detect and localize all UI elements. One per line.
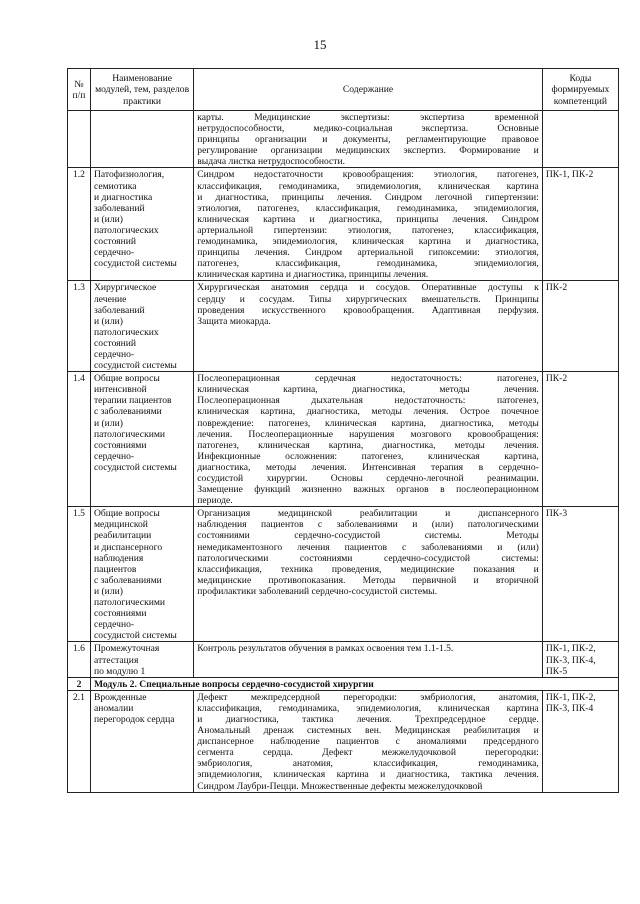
row-competency-codes: ПК-2 — [542, 372, 618, 507]
topic-name-line: Патофизиология, — [93, 169, 165, 181]
page-number: 15 — [313, 37, 327, 52]
row-number — [68, 111, 91, 168]
row-content — [194, 111, 543, 168]
row-topic-name — [90, 690, 193, 792]
row-competency-codes: ПК-1, ПК-2, ПК-3, ПК-4, ПК-5 — [542, 642, 618, 677]
content-line: и диагностика, принципы лечения. Синдром легочной гипертензии: — [197, 191, 539, 203]
topic-name-line: патологическими — [93, 597, 166, 609]
content-line: гемодинамика, эпидемиология, клиническая картина и диагностика, — [197, 236, 539, 248]
topic-name-line: терапии пациентов — [93, 395, 172, 407]
content-line: клиническая картина, диагностика, методы лечения. — [197, 384, 539, 396]
content-line: клиническая картина, диагностика, методы лечения. Острое почечное — [197, 406, 539, 418]
content-line: профилактики заболеваний сердечно-сосудистой системы. — [197, 585, 438, 597]
row-competency-codes: ПК-3 — [542, 507, 618, 642]
content-line: немедикаментозного лечения пациентов с заболеваниями и (или) — [197, 541, 539, 553]
topic-name-line: сердечно- — [93, 348, 135, 360]
row-topic-name — [90, 111, 193, 168]
row-number: 1.5 — [68, 507, 91, 642]
row-competency-codes — [542, 111, 618, 168]
topic-name-line: с заболеваниями — [93, 574, 162, 586]
row-number: 1.6 — [68, 642, 91, 677]
content-line: принципы организации и документы, регламентирующие правовое — [197, 134, 539, 146]
row-topic-name — [90, 642, 193, 677]
content-line: классификация, гемодинамика, эпидемиология, клиническая картина — [197, 702, 539, 714]
table-row — [68, 507, 619, 642]
topic-name-line: и (или) — [93, 213, 123, 225]
content-line: и диагностика, тактика лечения. Трехпредсердное сердце. — [197, 713, 539, 725]
content-line: сердцу и сосудам. Типы хирургических вмешательств. Принципы — [197, 293, 539, 305]
row-number: 2.1 — [68, 690, 91, 792]
topic-name-line: Общие вопросы — [93, 508, 160, 520]
content-line: проведения искусственного кровообращения. Адаптивная перфузия. — [197, 304, 539, 316]
topic-name-line: аномалии — [93, 702, 134, 714]
content-line: Аномальный дренаж системных вен. Медицинская реабилитация и — [197, 725, 539, 737]
row-number: 1.3 — [68, 281, 91, 372]
topic-name-line: Промежуточная — [93, 643, 160, 655]
content-line: периоде. — [197, 495, 233, 507]
content-line: регулирование организации медицинских экспертиз. Формирование и — [197, 145, 539, 157]
content-line: патогенез, классификация, гемодинамика, эпидемиология, — [197, 258, 539, 270]
content-line: нетрудоспособности, медико-социальная экспертиза. Основные — [197, 123, 539, 135]
topic-name-line: состояниями — [93, 439, 147, 451]
content-line: сосудистой хирургии. Основы сердечно-легочной реанимации. — [197, 473, 539, 484]
content-line: медицинские противопоказания. Методы первичной и вторичной — [197, 574, 539, 586]
row-content — [194, 281, 543, 372]
content-line: Дефект межпредсердной перегородки: эмбриология, анатомия, — [197, 691, 539, 703]
row-content — [194, 690, 543, 792]
content-line: классификация, гемодинамика, эпидемиология, клиническая картина — [197, 180, 539, 192]
content-line: Замещение функций жизненно важных органов в послеоперационном — [197, 484, 539, 496]
topic-name-line: сердечно- — [93, 247, 135, 259]
content-line: Послеоперационная сердечная недостаточность: патогенез, — [197, 373, 539, 385]
row-topic-name — [90, 372, 193, 507]
topic-name-line: патологических — [93, 224, 159, 236]
topic-name-line: сосудистой системы — [93, 258, 177, 270]
row-content — [194, 372, 543, 507]
table-row — [68, 690, 619, 792]
content-line: Хирургическая анатомия сердца и сосудов. Оперативные доступы к — [197, 282, 539, 294]
content-line: артериальной гипертензии: этиология, патогенез, классификация, — [197, 224, 539, 236]
topic-name-line: состояний — [93, 337, 137, 349]
table-row — [68, 642, 619, 677]
topic-name-line: интенсивной — [93, 384, 147, 396]
topic-name-line: семиотика — [93, 180, 137, 192]
row-topic-name — [90, 168, 193, 281]
table-row — [68, 281, 619, 372]
module-number: 2 — [68, 677, 91, 690]
header-num: № п/п — [68, 69, 91, 111]
topic-name-line: пациентов — [93, 563, 137, 575]
row-number: 1.4 — [68, 372, 91, 507]
table-body — [68, 111, 619, 793]
row-content — [194, 168, 543, 281]
topic-name-line: сердечно- — [93, 619, 135, 631]
content-line: Послеоперационная дыхательная недостаточность: патогенез, — [197, 395, 539, 407]
content-line: эмбриология, анатомия, классификация, гемодинамика, — [197, 758, 539, 770]
topic-name-line: лечение — [93, 293, 127, 305]
content-line: состояниями сердечно-сосудистой системы. Методы — [197, 530, 539, 542]
content-line: выдача листка нетрудоспособности. — [197, 156, 346, 168]
row-number: 1.2 — [68, 168, 91, 281]
topic-name-line: состояниями — [93, 608, 147, 620]
content-line: диспансерное наблюдение пациентов с аномалиями предсердного — [197, 736, 539, 748]
topic-name-line: и диспансерного — [93, 541, 163, 553]
table-header-row — [68, 69, 619, 111]
topic-name-line: сосудистой системы — [93, 461, 177, 473]
header-name: Наименование модулей, тем, разделов практики — [90, 69, 193, 111]
topic-name-line: медицинской — [93, 519, 148, 531]
topic-name-line: Хирургическое — [93, 282, 157, 294]
topic-name-line: аттестация — [93, 654, 139, 666]
header-content: Содержание — [194, 69, 543, 111]
topic-name-line: наблюдения — [93, 552, 144, 564]
topic-name-line: Врожденные — [93, 691, 147, 703]
content-line: Синдром Лаубри-Пецци. Множественные дефекты межжелудочковой — [197, 780, 483, 792]
content-line: этиология, патогенез, классификация, гемодинамика, эпидемиология, — [197, 202, 539, 214]
table-row — [68, 168, 619, 281]
topic-name-line: состояний — [93, 236, 137, 248]
content-line: клиническая картина и диагностика, принципы лечения. — [197, 269, 429, 281]
content-line: сегмента сердца. Дефект межжелудочковой перегородки: — [197, 747, 539, 759]
topic-name-line: сердечно- — [93, 450, 135, 462]
row-competency-codes: ПК-1, ПК-2, ПК-3, ПК-4 — [542, 690, 618, 792]
topic-name-line: сосудистой системы — [93, 360, 177, 372]
content-line: классификация, техника проведения, медицинские показания и — [197, 563, 539, 575]
topic-name-line: с заболеваниями — [93, 406, 162, 418]
topic-name-line: патологическими — [93, 428, 166, 440]
topic-name-line: патологических — [93, 326, 159, 338]
topic-name-line: реабилитации — [93, 530, 152, 542]
content-line: эпидемиология, клиническая картина и диагностика, тактика лечения. — [197, 769, 539, 781]
content-line: лечения. Послеоперационные нарушения мозгового кровообращения: — [197, 428, 539, 440]
topic-name-line: Общие вопросы — [93, 373, 160, 385]
content-line: Контроль результатов обучения в рамках освоения тем 1.1-1.5. — [197, 643, 454, 655]
content-line: патогенез, клиническая картина, диагностика, методы лечения. — [197, 439, 539, 451]
row-content — [194, 642, 543, 677]
module-title: Модуль 2. Специальные вопросы сердечно-сосудистой хирургии — [90, 677, 618, 690]
row-competency-codes: ПК-1, ПК-2 — [542, 168, 618, 281]
content-line: наблюдения пациентов с заболеваниями и (или) патологическими — [197, 519, 539, 531]
content-line: карты. Медицинские экспертизы: экспертиза временной — [197, 112, 539, 123]
content-line: Защита миокарда. — [197, 315, 271, 327]
topic-name-line: и (или) — [93, 315, 123, 327]
header-codes: Коды формируемых компетенций — [542, 69, 618, 111]
topic-name-line: перегородок сердца — [93, 713, 175, 725]
table-row — [68, 372, 619, 507]
content-line: Синдром недостаточности кровообращения: этиология, патогенез, — [197, 169, 539, 181]
content-line: диагностика, методы лечения. Интенсивная терапия в сердечно- — [197, 461, 539, 473]
topic-name-line: и диагностика — [93, 191, 153, 203]
row-topic-name — [90, 281, 193, 372]
topic-name-line: по модулю 1 — [93, 665, 146, 677]
row-competency-codes: ПК-2 — [542, 281, 618, 372]
topic-name-line: сосудистой системы — [93, 630, 177, 642]
topic-name-line: и (или) — [93, 417, 123, 429]
curriculum-table — [67, 68, 619, 793]
table-row — [68, 111, 619, 168]
content-line: Инфекционные осложнения: патогенез, клиническая картина, — [197, 450, 539, 462]
content-line: патологическими состояниями сердечно-сосудистой системы: — [197, 552, 539, 564]
content-line: принципы лечения. Синдром артериальной гипоксемии: этиология, — [197, 247, 539, 259]
content-line: Организация медицинской реабилитации и диспансерного — [197, 508, 539, 520]
content-line: повреждение: патогенез, клиническая картина, диагностика, методы — [197, 417, 539, 429]
topic-name-line: заболеваний — [93, 202, 145, 214]
row-content — [194, 507, 543, 642]
topic-name-line: и (или) — [93, 585, 123, 597]
row-topic-name — [90, 507, 193, 642]
topic-name-line: заболеваний — [93, 304, 145, 316]
module-heading-row — [68, 677, 619, 690]
content-line: клиническая картина и диагностика, принципы лечения. Синдром — [197, 213, 539, 225]
